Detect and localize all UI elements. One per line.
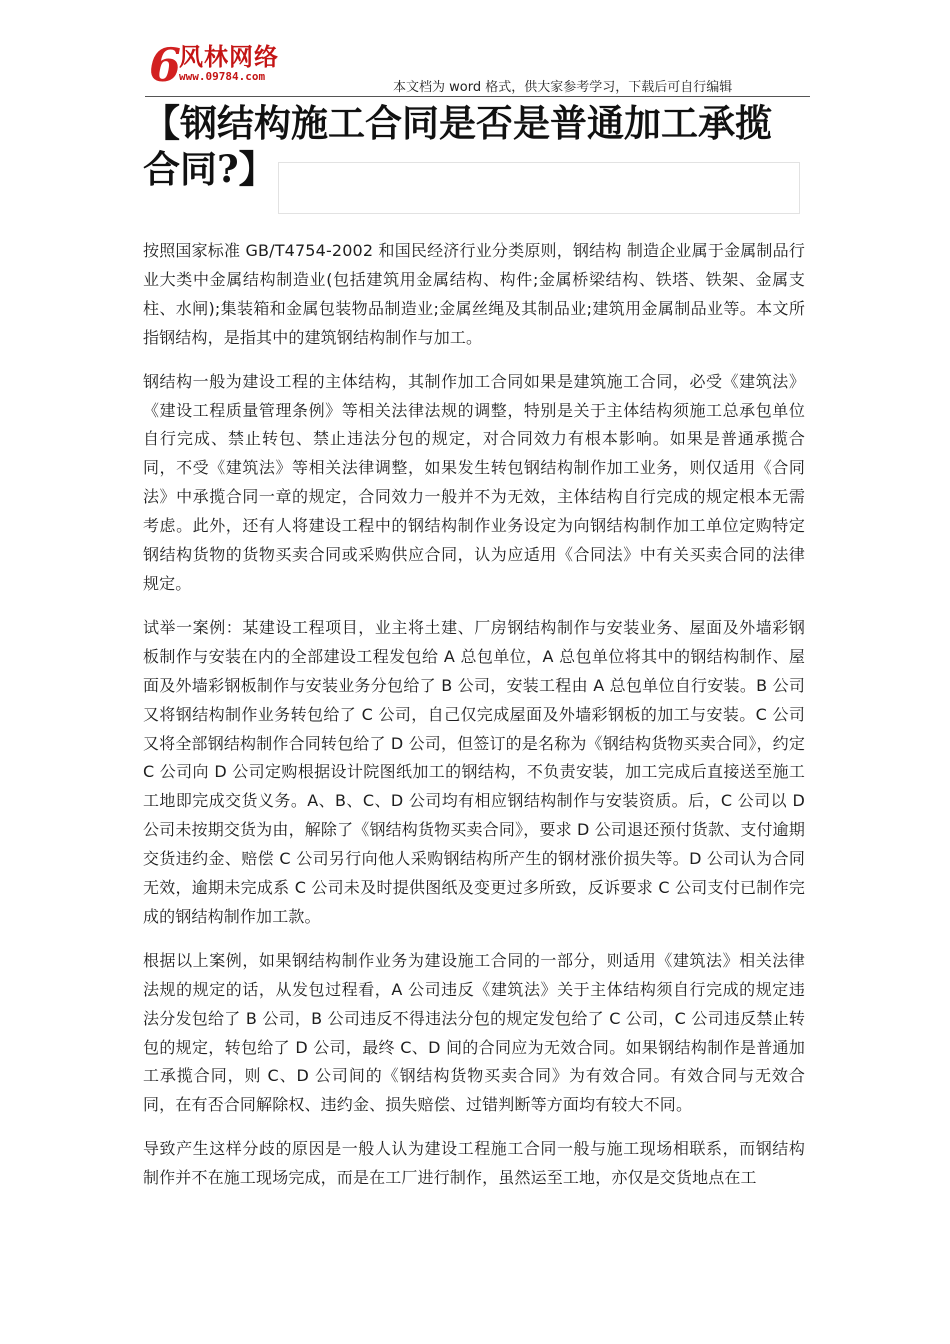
paragraph-3: 试举一案例：某建设工程项目，业主将土建、厂房钢结构制作与安装业务、屋面及外墙彩钢板制作与安装在内的全部建设工程发包给 A 总包单位，A 总包单位将其中的钢结构制作、屋面及外墙彩钢板制作与安装业务分包给了 B 公司，安装工程由 A 总包单位自行安装。B 公司又将钢结构制作业务转包给了 C 公司，自己仅完成屋面及外墙彩钢板的加工与安装。C 公司又将全部钢结构制作合同转包给了 D 公司，但签订的是名称为《钢结构货物买卖合同》，约定 C 公司向 D 公司定购根据设计院图纸加工的钢结构，不负责安装，加工完成后直接送至施工工地即完成交货义务。A、B、C、D 公司均有相应钢结构制作与安装资质。后，C 公司以 D 公司未按期交货为由，解除了《钢结构货物买卖合同》，要求 D 公司退还预付货款、支付逾期交货违约金、赔偿 C 公司另行向他人采购钢结构所产生的钢材涨价损失等。D 公司认为合同无效，逾期未完成系 C 公司未及时提供图纸及变更过多所致，反诉要求 C 公司支付已制作完成的钢结构制作加工款。 [143, 617, 805, 926]
logo-name: 风林网络 [179, 43, 279, 71]
header-divider [145, 96, 810, 97]
site-logo [145, 40, 291, 90]
logo-numeral: 6 [149, 38, 182, 92]
paragraph-1: 按照国家标准 GB/T4754-2002 和国民经济行业分类原则，钢结构 制造企业属于金属制品行业大类中金属结构制造业(包括建筑用金属结构、构件;金属桥梁结构、铁塔、铁架、金属支柱、水闸);集装箱和金属包装物品制造业;金属丝绳及其制品业;建筑用金属制品业等。本文所指钢结构，是指其中的建筑钢结构制作与加工。 [143, 241, 805, 347]
document-body [143, 237, 805, 1208]
paragraph-5: 导致产生这样分歧的原因是一般人认为建设工程施工合同一般与施工现场相联系，而钢结构制作并不在施工现场完成，而是在工厂进行制作，虽然运至工地，亦仅是交货地点在工 [143, 1139, 805, 1188]
paragraph-2: 钢结构一般为建设工程的主体结构，其制作加工合同如果是建筑施工合同，必受《建筑法》《建设工程质量管理条例》等相关法律法规的调整，特别是关于主体结构须施工总承包单位自行完成、禁止转包、禁止违法分包的规定，对合同效力有根本影响。如果是普通承揽合同，不受《建筑法》等相关法律调整，如果发生转包钢结构制作加工业务，则仅适用《合同法》中承揽合同一章的规定，合同效力一般并不为无效，主体结构自行完成的规定根本无需考虑。此外，还有人将建设工程中的钢结构制作业务设定为向钢结构制作加工单位定购特定钢结构货物的货物买卖合同或采购供应合同，认为应适用《合同法》中有关买卖合同的法律规定。 [143, 371, 805, 593]
logo-url: www.09784.com [179, 70, 266, 83]
header-note: 本文档为 word 格式，供大家参考学习，下载后可自行编辑 [393, 80, 733, 95]
paragraph-4: 根据以上案例，如果钢结构制作业务为建设施工合同的一部分，则适用《建筑法》相关法律法规的规定的话，从发包过程看，A 公司违反《建筑法》关于主体结构须自行完成的规定违法分发包给了 B 公司，B 公司违反不得违法分包的规定发包给了 C 公司，C 公司违反禁止转包的规定，转包给了 D 公司，最终 C、D 间的合同应为无效合同。如果钢结构制作是普通加工承揽合同，则 C、D 公司间的《钢结构货物买卖合同》为有效合同。有效合同与无效合同，在有否合同解除权、违约金、损失赔偿、过错判断等方面均有较大不同。 [143, 950, 805, 1115]
document-title: 【钢结构施工合同是否是普通加工承揽合同?】 [143, 101, 772, 191]
